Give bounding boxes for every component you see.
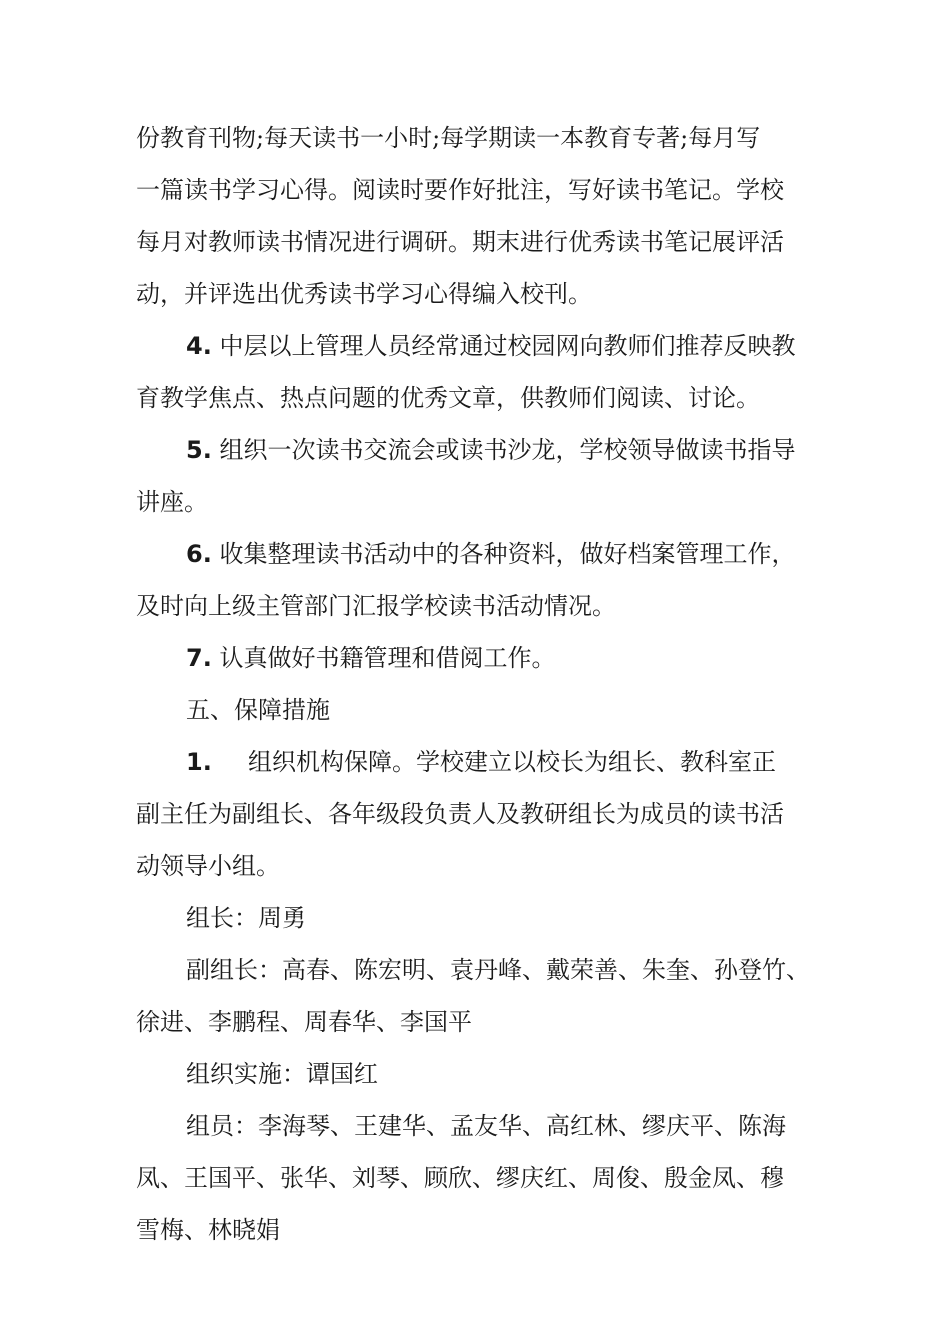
text-line [136,424,836,476]
item-number: 5. [186,436,212,464]
section-heading: 五、保障措施 [186,696,330,724]
text-line: 组员：李海琴、王建华、孟友华、高红林、缪庆平、陈海 [186,1112,786,1140]
list-item-7 [136,632,836,684]
item-number: 4. [186,332,212,360]
text-line: 每月对教师读书情况进行调研。期末进行优秀读书笔记展评活 [136,228,784,256]
text-line: 凤、王国平、张华、刘琴、顾欣、缪庆红、周俊、殷金凤、穆 [136,1164,784,1192]
item-number: 1. [186,748,212,776]
text-line: 副组长：高春、陈宏明、袁丹峰、戴荣善、朱奎、孙登竹、 [186,956,810,984]
text-line: 及时向上级主管部门汇报学校读书活动情况。 [136,592,616,620]
text-line [136,736,836,788]
group-deputies [136,944,836,1048]
item-text: 中层以上管理人员经常通过校园网向教师们推荐反映教 [219,332,796,360]
item-number: 7. [186,644,212,672]
text-line [136,632,836,684]
text-line: 副主任为副组长、各年级段负责人及教研组长为成员的读书活 [136,800,784,828]
text-line [136,320,836,372]
text-line: 份教育刊物;每天读书一小时;每学期读一本教育专著;每月写 [136,124,761,152]
text-line: 徐进、李鹏程、周春华、李国平 [136,1008,472,1036]
text-line: 育教学焦点、热点问题的优秀文章，供教师们阅读、讨论。 [136,384,760,412]
item-text: 收集整理读书活动中的各种资料，做好档案管理工作， [219,540,796,568]
text-line: 组长：周勇 [186,904,306,932]
item-number: 6. [186,540,212,568]
list-item-5 [136,424,836,528]
measure-item-1 [136,736,836,892]
text-line: 组织实施：谭国红 [186,1060,378,1088]
list-item-6 [136,528,836,632]
group-implementation [136,1048,836,1100]
item-text: 组织机构保障。学校建立以校长为组长、教科室正 [248,748,776,776]
text-line: 动，并评选出优秀读书学习心得编入校刊。 [136,280,592,308]
text-line: 一篇读书学习心得。阅读时要作好批注，写好读书笔记。学校 [136,176,784,204]
text-line: 动领导小组。 [136,852,280,880]
paragraph-reading-requirements [136,112,836,320]
document-body [136,112,836,1256]
item-text: 认真做好书籍管理和借阅工作。 [219,644,556,672]
item-text: 组织一次读书交流会或读书沙龙，学校领导做读书指导 [219,436,796,464]
group-members [136,1100,836,1256]
text-line [136,528,836,580]
group-leader [136,892,836,944]
section-heading-safeguards [136,684,836,736]
text-line: 讲座。 [136,488,208,516]
list-item-4 [136,320,836,424]
text-line: 雪梅、林晓娟 [136,1216,280,1244]
